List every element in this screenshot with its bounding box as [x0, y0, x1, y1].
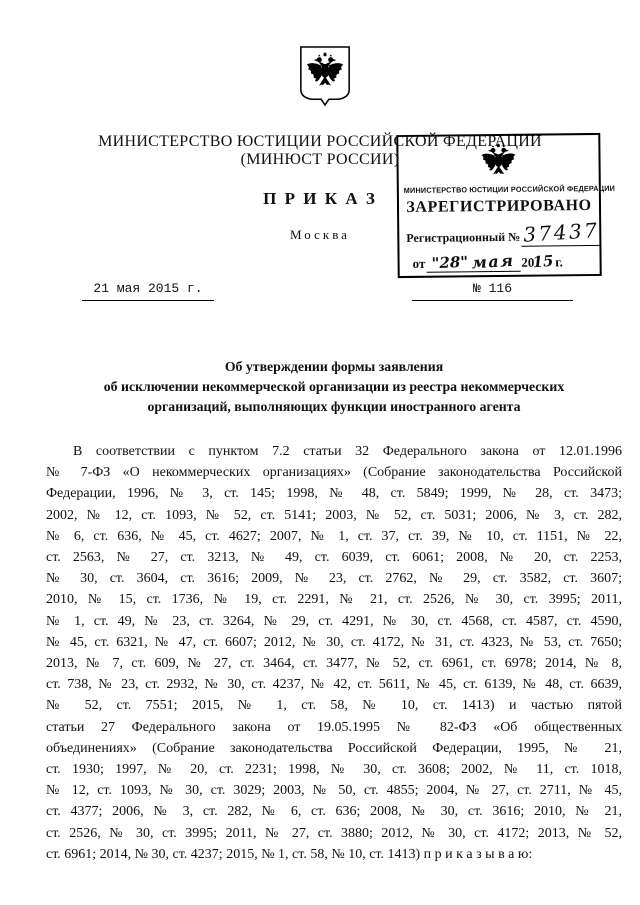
russia-coat-of-arms-icon	[296, 44, 354, 110]
order-title-line: организаций, выполняющих функции иностранного агента	[147, 399, 521, 414]
stamp-year-handwritten: 15	[531, 251, 554, 272]
body-line: ст. 6961; 2014, № 30, ст. 4237; 2015, № 1, ст. 58, № 10, ст. 1413) п р и к а з ы в а ю:	[46, 846, 533, 862]
city-label: Москва	[290, 227, 350, 242]
body-line: ст. 1930; 1997, № 20, ст. 2231; 1998, № 30, ст. 3608; 2002, № 11, ст. 1018,	[46, 762, 622, 778]
body-line: № 7-ФЗ «О некоммерческих организациях» (Собрание законодательства Российской	[46, 465, 622, 481]
registration-number-handwritten: 37437	[522, 217, 600, 247]
body-line: № 1, ст. 49, № 23, ст. 3264, № 29, ст. 4291, № 30, ст. 4568, ст. 4587, ст. 4590,	[46, 613, 622, 629]
body-line: ст. 2526, № 30, ст. 3995; 2011, № 27, ст. 3880; 2012, № 30, ст. 4172; 2013, № 52,	[46, 825, 622, 841]
order-title-line: Об утверждении формы заявления	[224, 359, 444, 374]
stamp-registered-label: ЗАРЕГИСТРИРОВАНО	[406, 197, 592, 216]
stamp-date-day-handwritten: "28"	[431, 252, 469, 273]
stamp-date-line	[412, 250, 563, 273]
order-title-line: об исключении некоммерческой организации из реестра некоммерческих	[103, 379, 565, 394]
stamp-ministry-label: МИНИСТЕРСТВО ЮСТИЦИИ РОССИЙСКОЙ ФЕДЕРАЦИИ	[403, 183, 616, 195]
body-line: ст. 2563, № 27, ст. 3213, № 49, ст. 6039, ст. 6061; 2008, № 20, ст. 2253,	[46, 550, 622, 566]
body-line: № 45, ст. 6321, № 47, ст. 6607; 2012, № 30, ст. 4172, № 31, ст. 4323, № 53, ст. 7650;	[46, 634, 622, 650]
body-line: 2002, № 12, ст. 1093, № 52, ст. 5141; 2003, № 52, ст. 5031; 2006, № 3, ст. 282,	[46, 507, 622, 523]
body-line: № 30, ст. 3604, ст. 3616; 2009, № 23, ст. 2762, № 29, ст. 3582, ст. 3607;	[46, 571, 622, 587]
order-body	[46, 441, 622, 865]
registration-number-field	[521, 217, 601, 247]
body-line: В соответствии с пунктом 7.2 статьи 32 Федерального закона от 12.01.1996	[73, 444, 622, 459]
order-title	[46, 357, 622, 417]
body-line: № 6, ст. 636, № 45, ст. 4627; 2007, № 1, ст. 37, ст. 39, № 10, ст. 1151, № 22,	[46, 528, 622, 544]
letterhead-short-name: (МИНЮСТ РОССИИ)	[240, 150, 400, 168]
stamp-year-printed: 20	[521, 254, 535, 270]
letterhead	[0, 133, 640, 168]
stamp-date-month-handwritten: мая	[471, 250, 516, 273]
registration-number-label: Регистрационный №	[406, 229, 521, 245]
body-line: 2013, № 7, ст. 609, № 27, ст. 3464, ст. 3477, № 52, ст. 6961, ст. 6978; 2014, № 8,	[46, 656, 622, 672]
body-line: ст. 738, № 23, ст. 2932, № 30, ст. 4237, № 42, ст. 5611, № 45, ст. 6139, № 48, ст. 6639,	[46, 677, 622, 693]
body-line: Федерации, 1996, № 3, ст. 145; 1998, № 48, ст. 5849; 1999, № 28, ст. 3473;	[46, 486, 622, 502]
body-line: статьи 27 Федерального закона от 19.05.1995 № 82-ФЗ «Об общественных	[46, 719, 622, 735]
document-type-heading: П Р И К А З	[263, 189, 377, 208]
stamp-year-suffix: г.	[555, 254, 563, 270]
letterhead-ministry-name: МИНИСТЕРСТВО ЮСТИЦИИ РОССИЙСКОЙ ФЕДЕРАЦИИ	[98, 133, 542, 150]
document-number: № 116	[412, 281, 573, 301]
stamp-date-prefix: от	[412, 255, 426, 271]
stamp-registration-number-line	[406, 217, 600, 248]
body-line: 2010, № 15, ст. 1736, № 19, ст. 2291, № 21, ст. 2526, № 30, ст. 3995; 2011,	[46, 592, 622, 608]
stamp-date-field	[426, 250, 520, 273]
body-line: № 52, ст. 7551; 2015, № 1, ст. 58, № 10, ст. 1413) и частью пятой	[46, 698, 622, 714]
body-line: ст. 4377; 2006, № 3, ст. 282, № 6, ст. 636; 2008, № 30, ст. 3616; 2010, № 21,	[46, 804, 622, 820]
document-date: 21 мая 2015 г.	[82, 281, 214, 301]
body-line: объединениях» (Собрание законодательства Российской Федерации, 1995, № 21,	[46, 740, 622, 756]
body-line: № 12, ст. 1093, № 30, ст. 3029; 2003, № 50, ст. 4855; 2004, № 27, ст. 2711, № 45,	[46, 783, 622, 799]
